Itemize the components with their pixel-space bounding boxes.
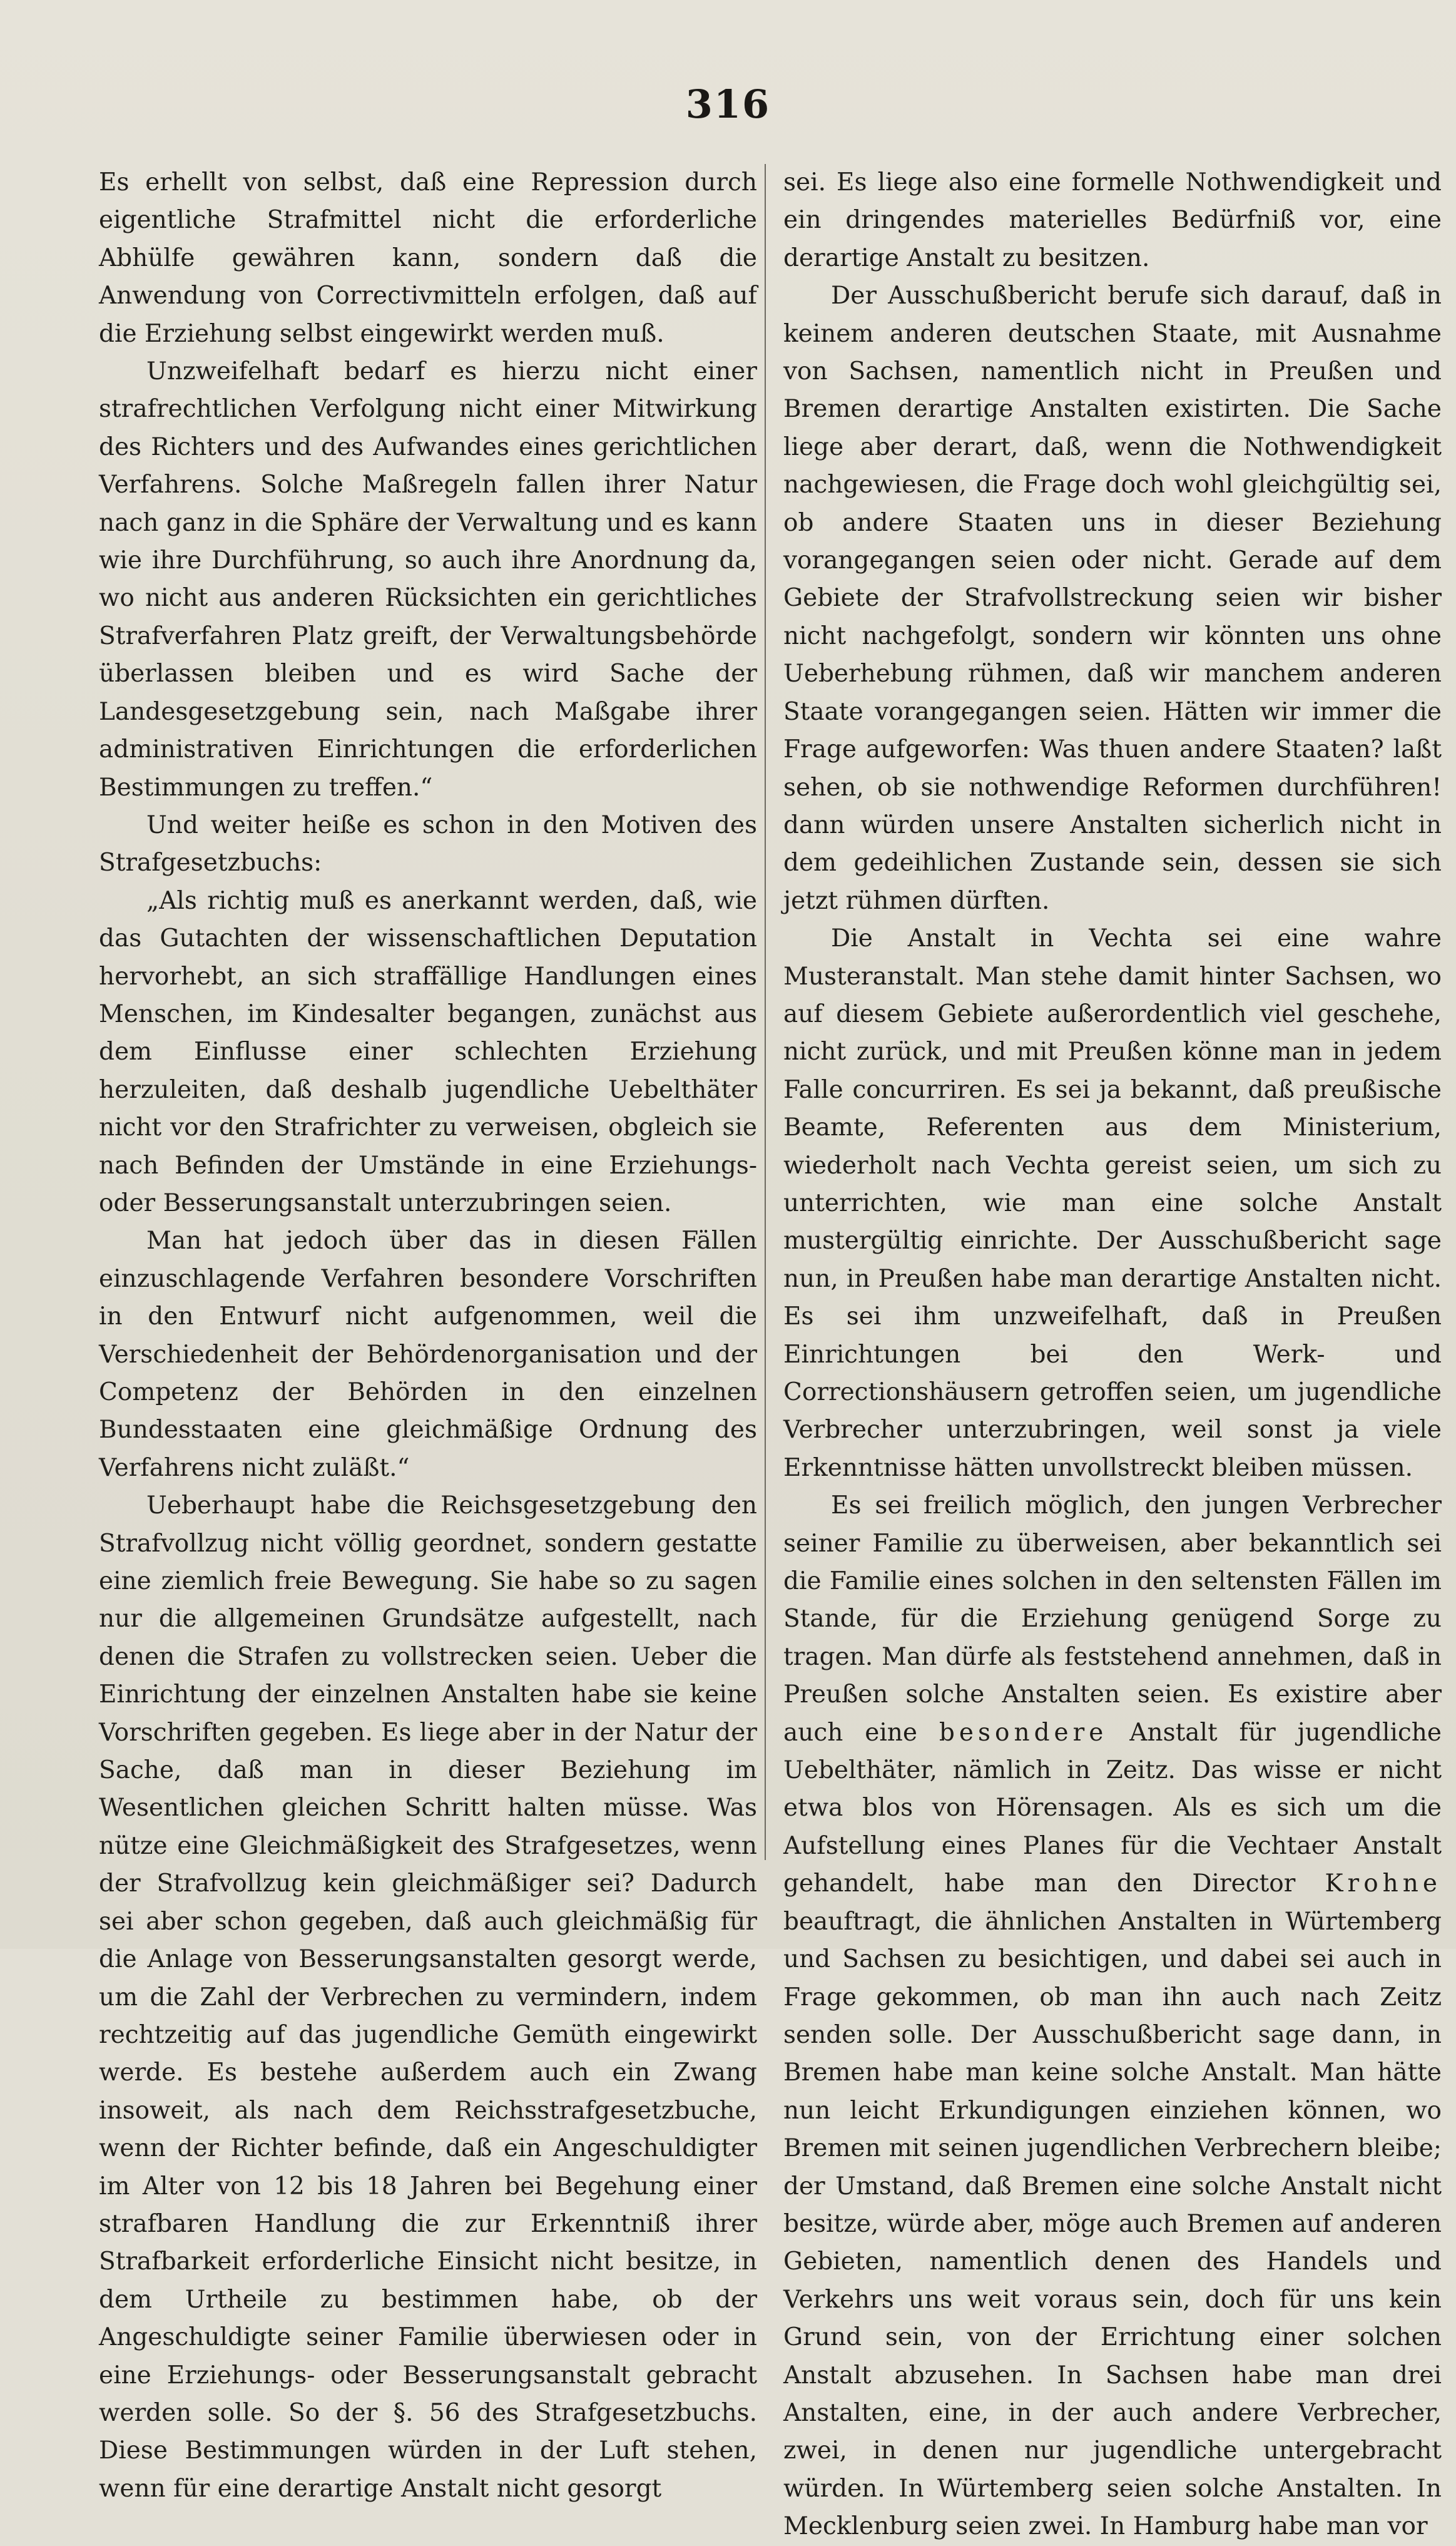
paragraph (783, 1487, 1442, 2545)
right-text-column (783, 164, 1442, 2546)
left-text-column (99, 164, 757, 2508)
text-run: beauftragt, die ähnlichen Anstalten in Würtemberg und Sachsen zu besichtigen, und dabei sei auch in Frage gekommen, ob man ihn auch nach Zeitz senden solle. Der Ausschußbericht sage dann, in Bremen habe man keine solche Anstalt. Man hätte nun leicht Erkundigungen einziehen können, wo Bremen mit seinen jugendlichen Verbrechern bleibe; der Umstand, daß Bremen eine solche Anstalt nicht besitze, würde aber, möge auch Bremen auf anderen Gebieten, namentlich denen des Handels und Verkehrs uns weit voraus sein, doch für uns kein Grund sein, von der Errichtung einer solchen Anstalt abzusehen. In Sachsen habe man drei Anstalten, eine, in der auch andere Verbrecher, zwei, in denen nur jugendliche untergebracht würden. In Würtemberg seien solche Anstalten. In Mecklenburg seien zwei. In Hamburg habe man vor (783, 1907, 1442, 2541)
emphasized-name: Krohne (1325, 1869, 1442, 1898)
text-run: Es sei freilich möglich, den jungen Verbrecher seiner Familie zu überweisen, aber bekanntlich sei die Familie eines solchen in den seltensten Fällen im Stande, für die Erziehung genügend Sorge zu tragen. Man dürfe als feststehend annehmen, daß in Preußen solche Anstalten seien. Es existire aber auch eine (783, 1491, 1442, 1747)
paragraph: sei. Es liege also eine formelle Nothwendigkeit und ein dringendes materielles Bedürfniß vor, eine derartige Anstalt zu besitzen. (783, 168, 1442, 272)
paragraph: Ueberhaupt habe die Reichsgesetzgebung den Strafvollzug nicht völlig geordnet, sondern gestatte eine ziemlich freie Bewegung. Sie habe so zu sagen nur die allgemeinen Grundsätze aufgestellt, nach denen die Strafen zu vollstrecken seien. Ueber die Einrichtung der einzelnen Anstalten habe sie keine Vorschriften gegeben. Es liege aber in der Natur der Sache, daß man in dieser Beziehung im Wesentlichen gleichen Schritt halten müsse. Was nütze eine Gleichmäßigkeit des Strafgesetzes, wenn der Strafvollzug kein gleichmäßiger sei? Dadurch sei aber schon gegeben, daß auch gleichmäßig für die Anlage von Besserungsanstalten gesorgt werde, um die Zahl der Verbrechen zu vermindern, indem rechtzeitig auf das jugendliche Gemüth eingewirkt werde. Es bestehe außerdem auch ein Zwang insoweit, als nach dem Reichsstrafgesetzbuche, wenn der Richter befinde, daß ein Angeschuldigter im Alter von 12 bis 18 Jahren bei Begehung einer strafbaren Handlung die zur Erkenntniß ihrer Strafbarkeit erforderliche Einsicht nicht besitze, in dem Urtheile zu bestimmen habe, ob der Angeschuldigte seiner Familie überwiesen oder in eine Erziehungs- oder Besserungsanstalt gebracht werden solle. So der §. 56 des Strafgesetzbuchs. Diese Bestimmungen würden in der Luft stehen, wenn für eine derartige Anstalt nicht gesorgt (99, 1491, 757, 2503)
emphasized-word: besondere (939, 1718, 1108, 1747)
paragraph: „Als richtig muß es anerkannt werden, daß, wie das Gutachten der wissenschaftlichen Deputation hervorhebt, an sich straffällige Handlungen eines Menschen, im Kindesalter begangen, zunächst aus dem Einflusse einer schlechten Erziehung herzuleiten, daß deshalb jugendliche Uebelthäter nicht vor den Strafrichter zu verweisen, obgleich sie nach Befinden der Umstände in eine Erziehungs- oder Besserungsanstalt unterzubringen seien. (99, 886, 757, 1217)
paragraph: Man hat jedoch über das in diesen Fällen einzuschlagende Verfahren besondere Vorschriften in den Entwurf nicht aufgenommen, weil die Verschiedenheit der Behördenorganisation und der Competenz der Behörden in den einzelnen Bundesstaaten eine gleichmäßige Ordnung des Verfahrens nicht zuläßt.“ (99, 1227, 757, 1482)
paragraph: Die Anstalt in Vechta sei eine wahre Musteranstalt. Man stehe damit hinter Sachsen, wo auf diesem Gebiete außerordentlich viel geschehe, nicht zurück, und mit Preußen könne man in jedem Falle concurriren. Es sei ja bekannt, daß preußische Beamte, Referenten aus dem Ministerium, wiederholt nach Vechta gereist seien, um sich zu unterrichten, wie man eine solche Anstalt mustergültig einrichte. Der Ausschußbericht sage nun, in Preußen habe man derartige Anstalten nicht. Es sei ihm unzweifelhaft, daß in Preußen Einrichtungen bei den Werk- und Correctionshäusern getroffen seien, um jugendliche Verbrecher unterzubringen, weil sonst ja viele Erkenntnisse hätten unvollstreckt bleiben müssen. (783, 924, 1442, 1482)
paragraph: Es erhellt von selbst, daß eine Repression durch eigentliche Strafmittel nicht die erforderliche Abhülfe gewähren kann, sondern daß die Anwendung von Correctivmitteln erfolgen, daß auf die Erziehung selbst eingewirkt werden muß. (99, 168, 757, 348)
paragraph: Unzweifelhaft bedarf es hierzu nicht einer strafrechtlichen Verfolgung nicht einer Mitwirkung des Richters und des Aufwandes eines gerichtlichen Verfahrens. Solche Maßregeln fallen ihrer Natur nach ganz in die Sphäre der Verwaltung und es kann wie ihre Durchführung, so auch ihre Anordnung da, wo nicht aus anderen Rücksichten ein gerichtliches Strafverfahren Platz greift, der Verwaltungsbehörde überlassen bleiben und es wird Sache der Landesgesetzgebung sein, nach Maßgabe ihrer administrativen Einrichtungen die erforderlichen Bestimmungen zu treffen.“ (99, 357, 757, 802)
text-run: Anstalt für jugendliche Uebelthäter, nämlich in Zeitz. Das wisse er nicht etwa blos von Hörensagen. Als es sich um die Aufstellung eines Planes für die Vechtaer Anstalt gehandelt, habe man den Director (783, 1718, 1442, 1898)
column-divider (765, 164, 766, 1860)
paragraph: Und weiter heiße es schon in den Motiven des Strafgesetzbuchs: (99, 810, 757, 877)
page-number: 316 (685, 81, 771, 127)
paragraph: Der Ausschußbericht berufe sich darauf, daß in keinem anderen deutschen Staate, mit Ausnahme von Sachsen, namentlich nicht in Preußen und Bremen derartige Anstalten existirten. Die Sache liege aber derart, daß, wenn die Nothwendigkeit nachgewiesen, die Frage doch wohl gleichgültig sei, ob andere Staaten uns in dieser Beziehung vorangegangen seien oder nicht. Gerade auf dem Gebiete der Strafvollstreckung seien wir bisher nicht nachgefolgt, sondern wir könnten uns ohne Ueberhebung rühmen, daß wir manchem anderen Staate vorangegangen seien. Hätten wir immer die Frage aufgeworfen: Was thuen andere Staaten? laßt sehen, ob sie nothwendige Reformen durchführen! dann würden unsere Anstalten sicherlich nicht in dem gedeihlichen Zustande sein, dessen sie sich jetzt rühmen dürften. (783, 282, 1442, 915)
